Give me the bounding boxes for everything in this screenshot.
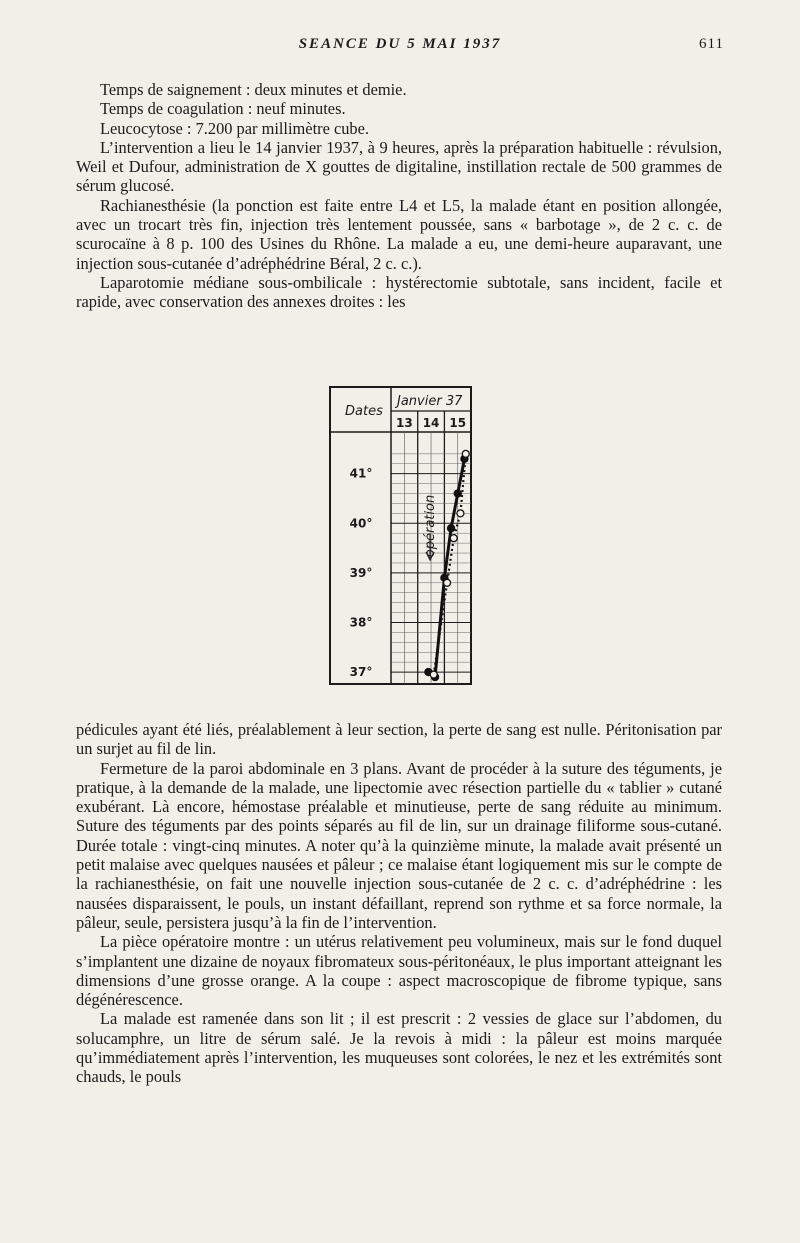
y-tick-label: 40°: [349, 516, 373, 531]
temperature-chart-svg: [329, 386, 472, 685]
page-header: [0, 36, 800, 60]
y-tick-label: 41°: [349, 466, 373, 481]
data-point-open: [457, 510, 464, 517]
paragraph: Fermeture de la paroi abdominale en 3 plans. Avant de procéder à la suture des téguments, je pratique, à la demande de la malade, une lipectomie avec résection partielle du « tablier » cutané exubérant. Là encore, hémostase préalable et minutieuse, perte de sang réduite au minimum. Suture des téguments par des points séparés au fil de lin, sur un drainage filiforme sous-cutané. Durée totale : vingt-cinq minutes. A noter qu’à la quinzième minute, la malade avait présenté un petit malaise avec quelques nausées et pâleur ; ce malaise étant logiquement mis sur le compte de la rachianesthésie, on fait une nouvelle injection sous-cutanée de 2 c. c. d’adréphédrine : les nausées disparaissent, le pouls, un instant défaillant, reprend son rythme et sa force normale, la pâleur, seule, persistera jusqu’à la fin de l’intervention.: [76, 758, 722, 932]
page-number: 611: [699, 36, 724, 52]
paragraph: Leucocytose : 7.200 par millimètre cube.: [100, 118, 369, 138]
text-block-after-chart: [76, 720, 722, 1087]
operation-annotation: opération: [423, 494, 439, 558]
date-label: 13: [395, 416, 413, 430]
y-tick-label: 38°: [349, 615, 373, 630]
paragraph: Laparotomie médiane sous-ombilicale : hystérectomie subtotale, sans incident, facile et rapide, avec conservation des annexes droites : les: [76, 272, 722, 312]
temperature-chart: [329, 386, 472, 685]
paragraph: Temps de coagulation : neuf minutes.: [100, 99, 346, 119]
date-label: 15: [449, 416, 467, 430]
data-point-open: [450, 535, 457, 542]
paragraph: L’intervention a lieu le 14 janvier 1937, à 9 heures, après la préparation habituelle : révulsion, Weil et Dufour, administration de X gouttes de digitaline, instillation rectale de 500 grammes de sérum glucosé.: [76, 137, 722, 196]
data-point-filled: [454, 489, 462, 497]
data-point-open: [462, 450, 469, 457]
date-labels: [396, 416, 466, 430]
paragraph: Temps de saignement : deux minutes et demie.: [100, 80, 407, 99]
paragraph: Rachianesthésie (la ponction est faite entre L4 et L5, la malade étant en position allongée, avec un trocart très fin, injection très lentement poussée, sans « barbotage », de 2 c. c. de scurocaïne à 8 p. 100 des Usines du Rhône. La malade a eu, une demi-heure auparavant, une injection sous-cutanée d’adréphédrine Béral, 2 c. c.).: [76, 195, 722, 273]
text-block-before-chart: [76, 80, 722, 312]
paragraph: La malade est ramenée dans son lit ; il est prescrit : 2 vessies de glace sur l’abdomen, du solucamphre, un litre de sérum salé. Je la revois à midi : la pâleur est moins marquée qu’immédiatement après l’intervention, les muqueuses sont colorées, le nez et les extrémités sont chauds, le pouls: [76, 1009, 722, 1087]
running-title: SEANCE DU 5 MAI 1937: [298, 36, 502, 52]
data-point-open: [444, 579, 451, 586]
month-header: Janvier 37: [397, 394, 463, 409]
y-tick-label: 39°: [349, 565, 373, 580]
y-axis-labels: [350, 467, 373, 679]
y-tick-label: 37°: [349, 665, 373, 680]
paragraph: La pièce opératoire montre : un utérus relativement peu volumineux, mais sur le fond duquel s’implantent une dizaine de noyaux fibromateux sous-péritonéaux, le plus important atteignant les dimensions d’une grosse orange. A la coupe : aspect macroscopique de fibrome typique, sans dégénérescence.: [76, 932, 722, 1010]
date-label: 14: [422, 416, 440, 430]
dates-header: Dates: [345, 404, 383, 419]
paragraph: pédicules ayant été liés, préalablement à leur section, la perte de sang est nulle. Péritonisation par un surjet au fil de lin.: [76, 720, 722, 759]
data-point-open: [430, 671, 437, 678]
data-point-filled: [447, 524, 455, 532]
